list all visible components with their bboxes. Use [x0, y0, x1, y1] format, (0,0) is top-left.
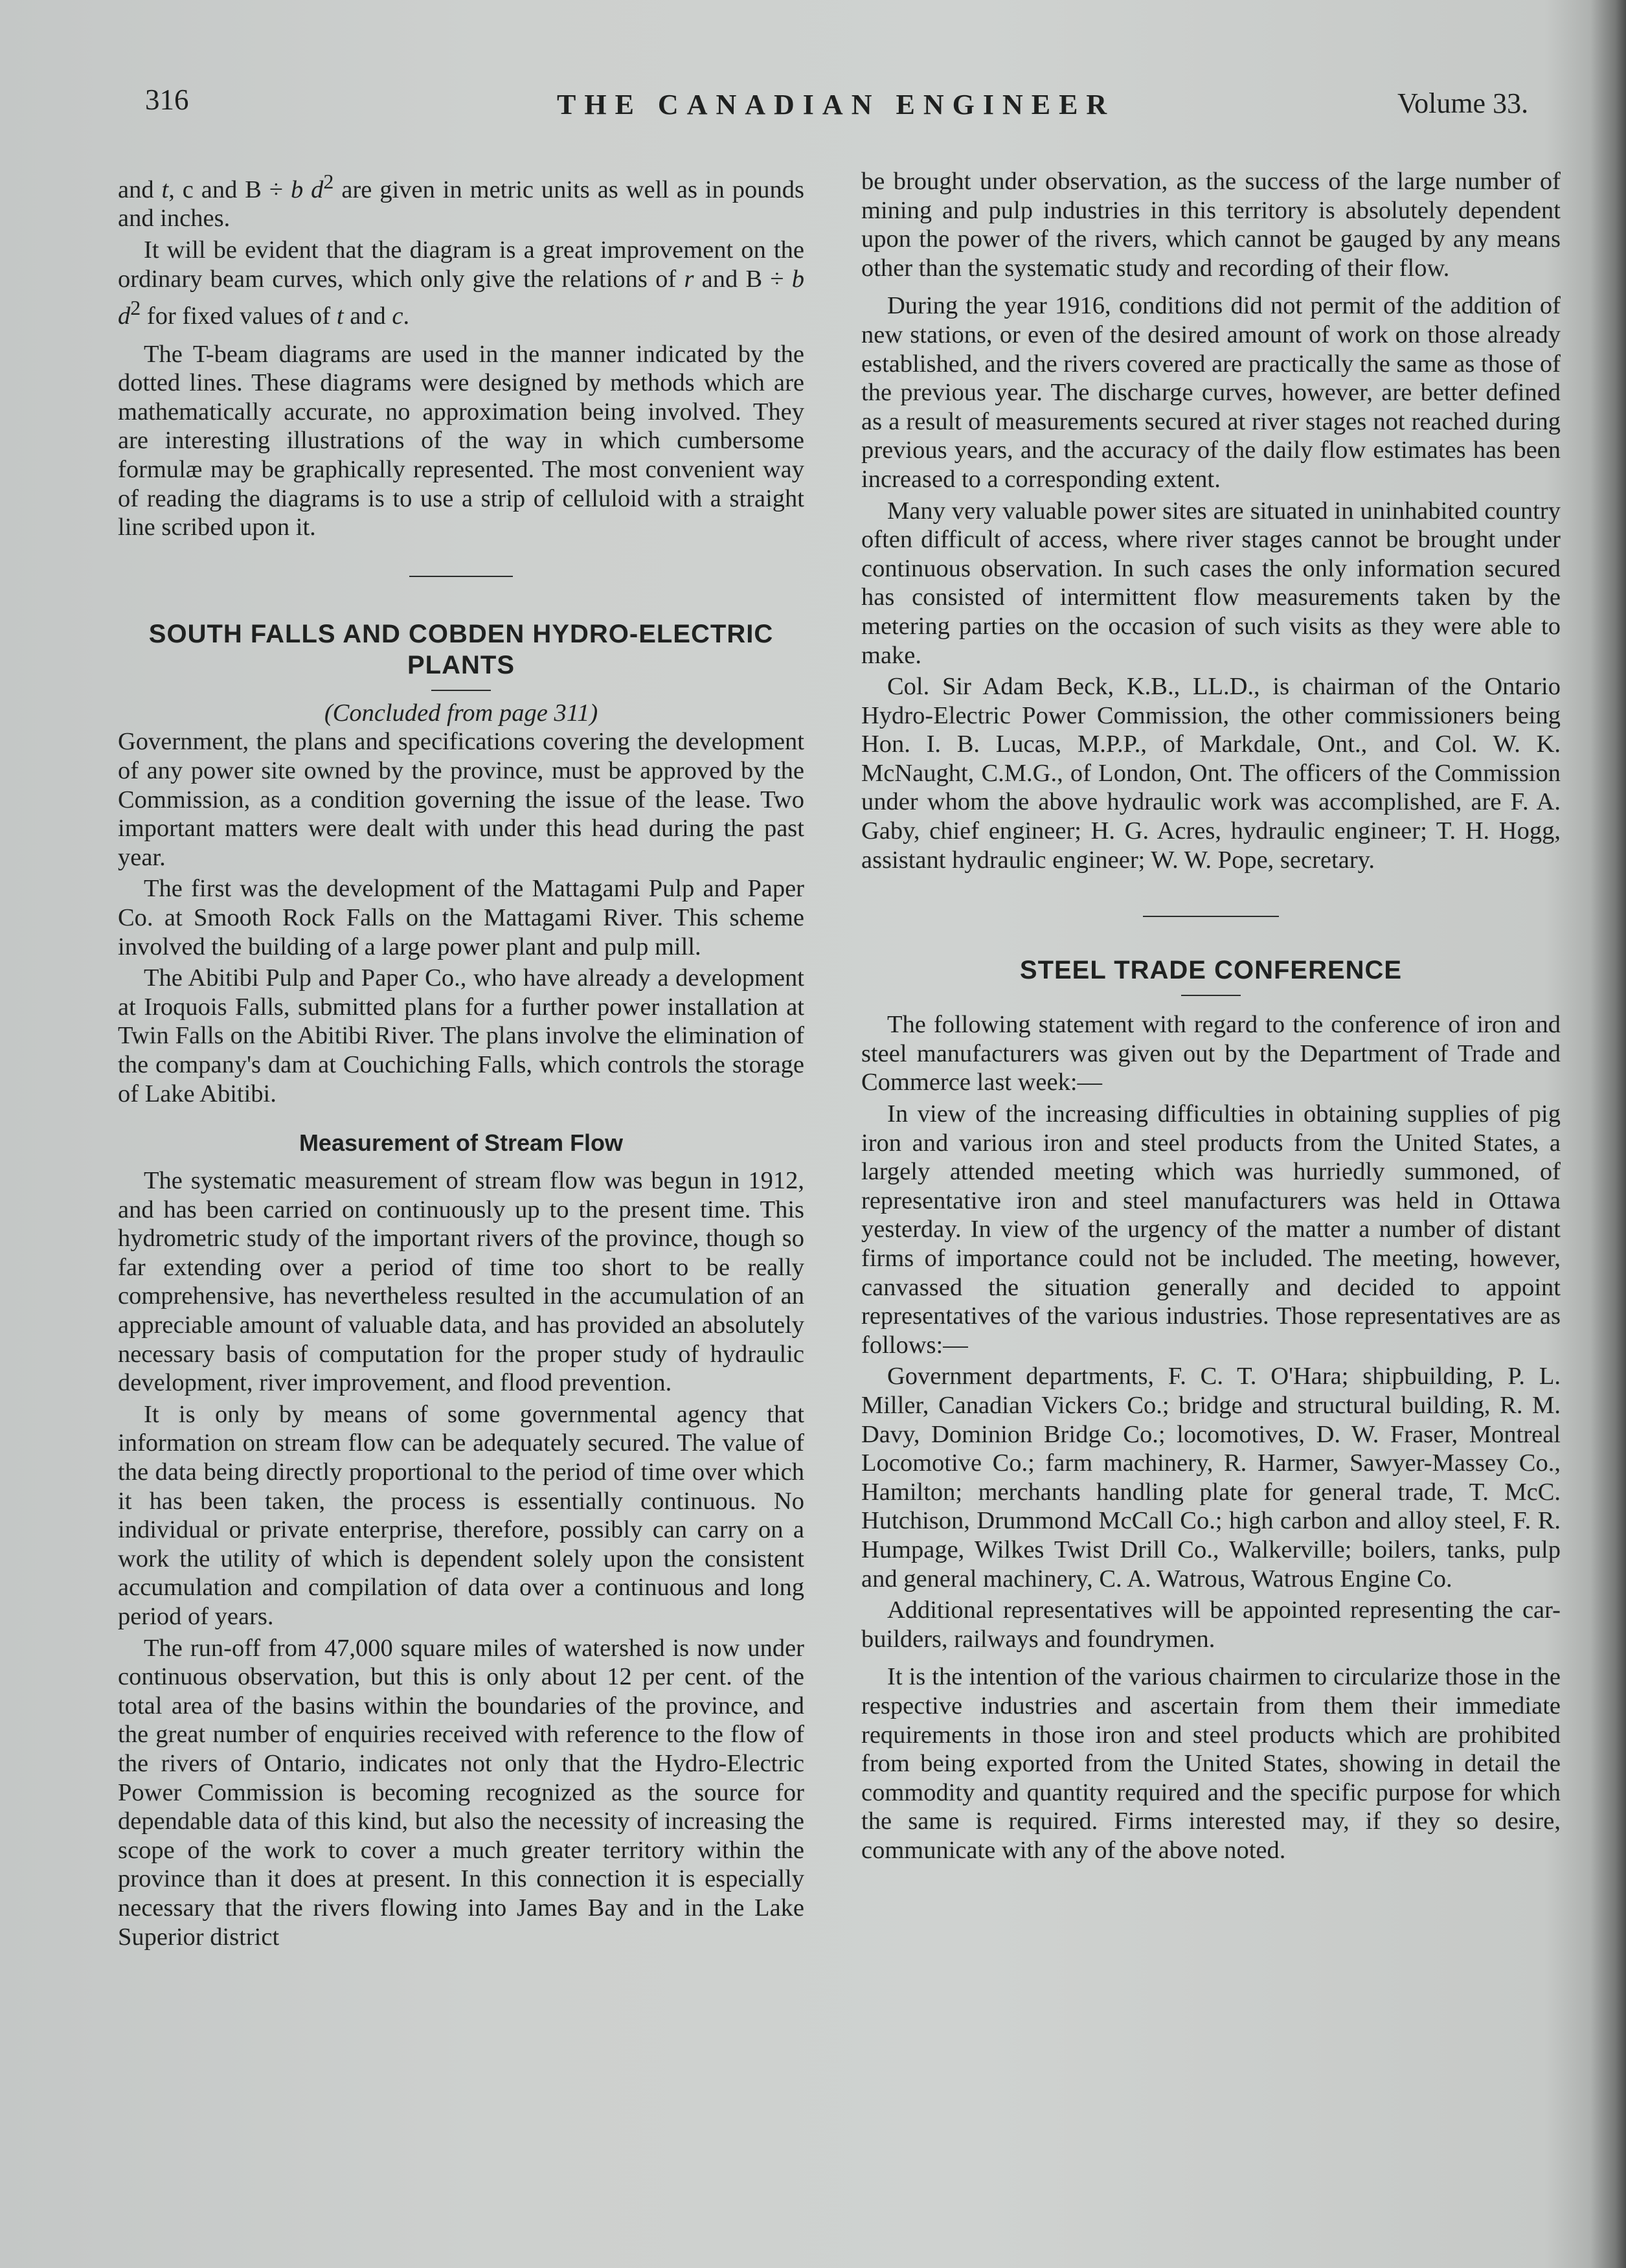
page-number: 316: [145, 84, 189, 116]
paragraph: During the year 1916, conditions did not permit of the addition of new stations, or even of the desired amount of work on those already established, and the rivers covered are practically the same as those of the previous year. The discharge curves, however, are better defined as a result of measurements secured at river stages not reached during previous years, and the accuracy of the daily flow estimates has been increased to a corresponding extent.: [861, 292, 1561, 493]
paragraph: Additional representatives will be appointed representing the car-builders, railways and foundrymen.: [861, 1596, 1561, 1653]
paragraph: The run-off from 47,000 square miles of watershed is now under continuous observation, but this is only about 12 per cent. of the total area of the basins within the boundaries of the province, and the great number of enquiries received with reference to the flow of the rivers of Ontario, indicates not only that the Hydro-Electric Power Commission is becoming recognized as the source for dependable data of this kind, but also the necessity of increasing the scope of the work to cover a much greater territory within the province than it does at present. In this connection it is especially necessary that the rivers flowing into James Bay and in the Lake Superior district: [118, 1634, 804, 1951]
paragraph: Government, the plans and specifications covering the development of any power site owned by the province, must be approved by the Commission, as a condition governing the issue of the lease. Two important matters were dealt with under this head during the past year.: [118, 728, 804, 871]
right-column: [861, 167, 1561, 1865]
paragraph: It is only by means of some governmental agency that information on stream flow can be adequately secured. The value of the data being directly proportional to the period of time over which it has been taken, the process is essentially continuous. No individual or private enterprise, therefore, possibly can carry on a work the utility of which is dependent solely upon the consistent accumulation and compilation of data over a continuous and long period of years.: [118, 1400, 804, 1630]
intro-fragment: and t, c and B ÷ b $d^2$ are given in metric units as well as in pounds and inches.: [118, 170, 805, 232]
paragraph: The systematic measurement of stream flow was begun in 1912, and has been carried on continuously up to the present time. This hydrometric study of the important rivers of the province, though so far extending over a period of time too short to be really comprehensive, has nevertheless resulted in the accumulation of an appreciable amount of valuable data, and has provided an absolutely necessary basis of computation for the proper study of hydraulic development, river improvement, and flood prevention.: [118, 1167, 804, 1397]
section-divider: [1143, 916, 1279, 917]
page-edge-shadow: [1590, 0, 1626, 2268]
section-divider: [409, 576, 513, 577]
paragraph: The Abitibi Pulp and Paper Co., who have already a development at Iroquois Falls, submitted plans for a further power installation at Twin Falls on the Abitibi River. The plans involve the elimination of the company's dam at Couchiching Falls, which controls the storage of Lake Abitibi.: [118, 964, 804, 1107]
paragraph: The T-beam diagrams are used in the manner indicated by the dotted lines. These diagrams were designed by methods which are mathematically accurate, no approximation being involved. They are interesting illustrations of the way in which cumbersome formulæ may be graphically represented. The most convenient way of reading the diagrams is to use a strip of celluloid with a straight line scribed upon it.: [118, 340, 804, 541]
volume-label: Volume 33.: [1397, 87, 1529, 119]
paragraph: It is the intention of the various chairmen to circularize those in the respective industries and ascertain from them their immediate requirements in those iron and steel products which are prohibited from being exported from the United States, showing in detail the commodity and quantity required and the specific purpose for which the same is required. Firms interested may, if they so desire, communicate with any of the above noted.: [861, 1663, 1561, 1864]
paragraph: The first was the development of the Mattagami Pulp and Paper Co. at Smooth Rock Falls on the Mattagami River. This scheme involved the building of a large power plant and pulp mill.: [118, 875, 804, 960]
left-column: [118, 167, 804, 1951]
paragraph: In view of the increasing difficulties in obtaining supplies of pig iron and various iron and steel products from the United States, a largely attended meeting which was hurriedly summoned, of representative iron and steel manufacturers was held in Ottawa yesterday. In view of the urgency of the matter a number of distant firms of importance could not be included. The meeting, however, canvassed the situation generally and decided to appoint representatives of the various industries. Those representatives are as follows:—: [861, 1100, 1561, 1359]
article-title: SOUTH FALLS AND COBDEN HYDRO-ELECTRIC PLANTS: [148, 619, 774, 679]
page-header: [0, 83, 1626, 128]
article-title: STEEL TRADE CONFERENCE: [1019, 956, 1403, 985]
title-rule: [431, 690, 491, 691]
paragraph: Government departments, F. C. T. O'Hara; shipbuilding, P. L. Miller, Canadian Vickers Co.; bridge and structural building, R. M. Davy, Dominion Bridge Co.; locomotives, D. W. Fraser, Montreal Locomotive Co.; farm machinery, R. Harmer, Sawyer-Massey Co., Hamilton; merchants handling plate for general trade, T. McC. Hutchison, Drummond McCall Co.; high carbon and alloy steel, F. R. Humpage, Wilkes Twist Drill Co., Walkerville; boilers, tanks, pulp and general machinery, C. A. Watrous, Watrous Engine Co.: [861, 1363, 1561, 1593]
paragraph: The following statement with regard to the conference of iron and steel manufacturers was given out by the Department of Trade and Commerce last week:—: [861, 1011, 1561, 1096]
paragraph: be brought under observation, as the success of the large number of mining and pulp industries in this territory is absolutely dependent upon the power of the rivers, which cannot be gauged by any means other than the systematic study and recording of their flow.: [861, 168, 1561, 282]
paragraph: Col. Sir Adam Beck, K.B., LL.D., is chairman of the Ontario Hydro-Electric Power Commission, the other commissioners being Hon. I. B. Lucas, M.P.P., of Markdale, Ont., and Col. W. K. McNaught, C.M.G., of London, Ont. The officers of the Commission under whom the above hydraulic work was accomplished, are F. A. Gaby, chief engineer; H. G. Acres, hydraulic engineer; T. H. Hogg, assistant hydraulic engineer; W. W. Pope, secretary.: [861, 673, 1561, 874]
continuation-note: (Concluded from page 311): [324, 699, 598, 727]
paragraph: Many very valuable power sites are situated in uninhabited country often difficult of access, where river stages cannot be brought under continuous observation. In such cases the only information secured has consisted of intermittent flow measurements taken by the metering parties on the occasion of such visits as they were able to make.: [861, 497, 1561, 669]
section-subhead: Measurement of Stream Flow: [299, 1129, 624, 1157]
journal-title: THE CANADIAN ENGINEER: [557, 89, 1116, 120]
paragraph: It will be evident that the diagram is a great improvement on the ordinary beam curves, which only give the relations of r and B ÷ b $d^2$ for fixed values of t and c.: [118, 236, 804, 330]
title-rule: [1181, 995, 1241, 996]
